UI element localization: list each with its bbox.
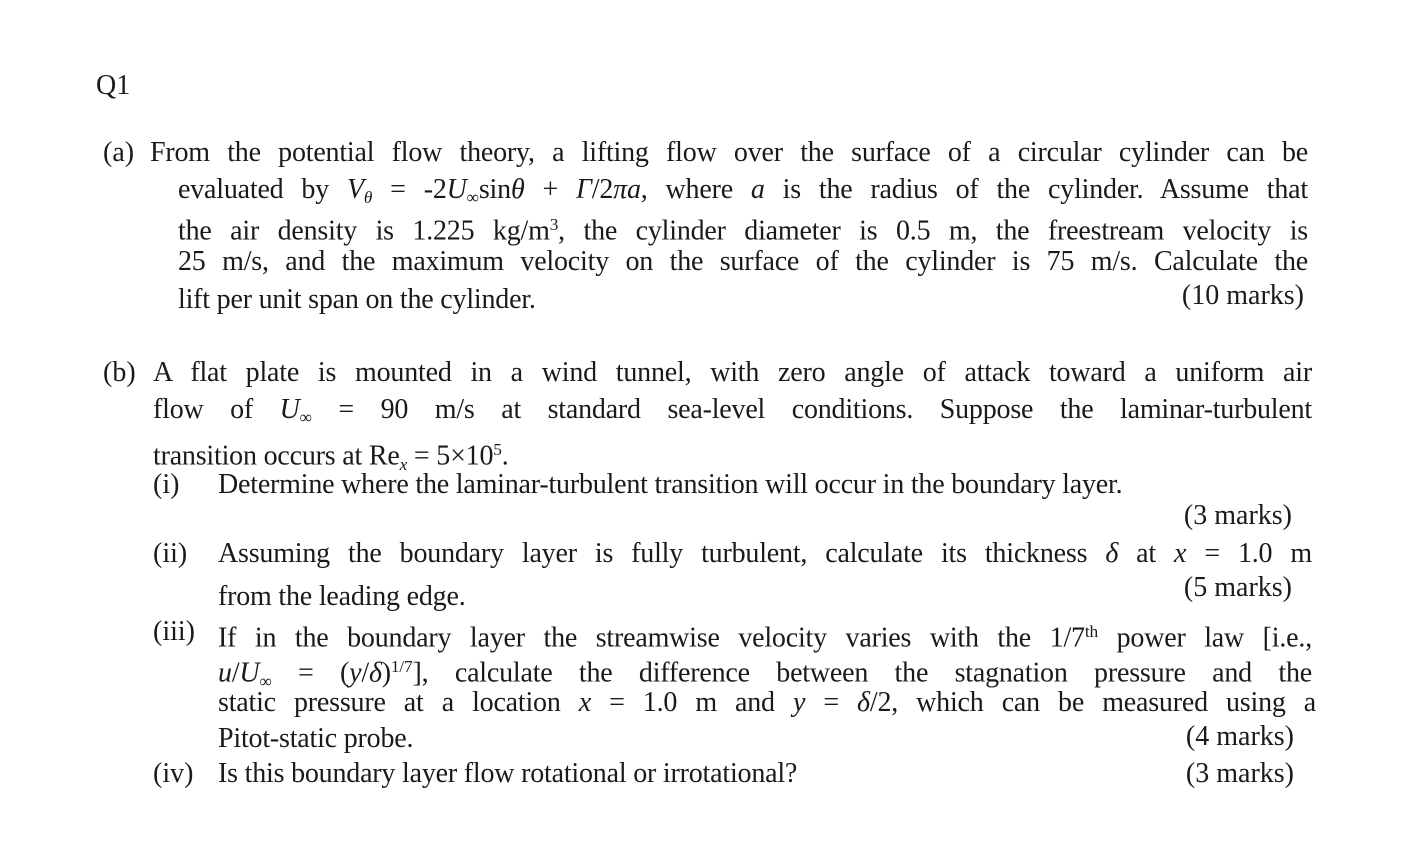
text-run: =: [805, 687, 858, 718]
text-run: U: [446, 174, 467, 205]
text-run: = 1.0 m and: [591, 687, 793, 718]
text-run: x: [578, 687, 592, 718]
part-b-line: [153, 392, 1312, 428]
text-run: δ: [1105, 538, 1119, 569]
subpart-ii-marks: (5 marks): [1183, 572, 1292, 603]
part-a-line: [178, 244, 1308, 280]
subpart-iv-label: (iv): [153, 758, 194, 789]
text-run: 5: [493, 440, 502, 459]
text-run: sin: [478, 174, 511, 205]
text-run: the air density is 1.225 kg/m: [178, 215, 550, 247]
text-run: ∞: [259, 671, 272, 691]
text-run: ∞: [299, 408, 312, 428]
question-number: Q1: [96, 70, 131, 101]
part-b-line: [153, 355, 1312, 391]
text-run: θ: [510, 174, 525, 205]
text-run: /2: [591, 174, 614, 205]
text-run: lift per unit span on the cylinder.: [178, 284, 536, 315]
text-run: /2, which can be measured using a: [869, 687, 1317, 718]
subpart-ii-line: [218, 536, 1312, 572]
text-run: at: [1118, 538, 1175, 569]
part-a-line: [178, 282, 536, 318]
text-run: From the potential flow theory, a lifting flow over the surface of a circular cylinder can be: [150, 137, 1308, 168]
text-run: Determine where the laminar-turbulent transition will occur in the boundary layer.: [218, 469, 1123, 500]
part-a-label: (a): [103, 137, 135, 168]
text-run: y: [792, 687, 806, 718]
subpart-iii-label: (iii): [153, 616, 195, 647]
subpart-iii-line: [218, 649, 1312, 691]
text-run: Γ: [576, 174, 592, 205]
subpart-iii-line: [218, 721, 413, 757]
part-a-marks: (10 marks): [1181, 280, 1304, 311]
part-a-line: [178, 172, 1308, 208]
text-run: U: [279, 394, 300, 425]
text-run: V: [346, 174, 364, 205]
text-run: is the radius of the cylinder. Assume that: [764, 174, 1308, 205]
text-run: = (: [271, 657, 350, 689]
text-run: θ: [363, 188, 373, 208]
subpart-ii-label: (ii): [153, 538, 188, 569]
text-run: δ: [857, 687, 870, 718]
subpart-ii-line: [218, 579, 466, 615]
text-run: ∞: [466, 188, 479, 208]
text-run: /: [361, 657, 369, 689]
text-run: evaluated by: [178, 174, 347, 205]
text-run: Assuming the boundary layer is fully turbulent, calculate its thickness: [218, 538, 1106, 569]
text-run: Pitot-static probe.: [218, 723, 414, 754]
text-run: .: [501, 440, 509, 472]
text-run: +: [524, 174, 576, 205]
text-run: 1/7: [390, 657, 413, 676]
text-run: ], calculate the difference between the stagnation pressure and the: [412, 657, 1312, 689]
text-run: = 90 m/s at standard sea-level conditions. Suppose the laminar-turbulent: [311, 394, 1312, 425]
text-run: x: [399, 454, 408, 474]
text-run: A flat plate is mounted in a wind tunnel, with zero angle of attack toward a uniform air: [153, 357, 1312, 388]
subpart-i-label: (i): [153, 469, 180, 500]
text-run: = -2: [372, 174, 447, 205]
text-run: U: [239, 657, 260, 689]
text-run: 3: [549, 215, 559, 234]
subpart-iv-marks: (3 marks): [1185, 758, 1294, 789]
text-run: δ: [368, 657, 382, 689]
subpart-iii-line: [218, 614, 1312, 654]
text-run: ): [381, 657, 391, 689]
part-b-label: (b): [103, 357, 136, 388]
subpart-i-line: [218, 467, 1122, 503]
text-run: a: [750, 174, 765, 205]
text-run: = 1.0 m: [1186, 538, 1312, 569]
subpart-iii-line: [218, 685, 1316, 721]
text-run: y: [349, 657, 362, 689]
part-a-line: [150, 135, 1308, 171]
text-run: u: [218, 657, 232, 689]
text-run: x: [1174, 538, 1187, 569]
text-run: power law [i.e.,: [1097, 622, 1312, 654]
part-b-line: [153, 432, 509, 474]
text-run: , where: [640, 174, 751, 205]
text-run: transition occurs at Re: [153, 440, 400, 472]
text-run: /: [231, 657, 240, 689]
subpart-i-marks: (3 marks): [1183, 500, 1292, 531]
text-run: static pressure at a location: [218, 687, 579, 718]
subpart-iv-line: [218, 756, 797, 792]
text-run: 25 m/s, and the maximum velocity on the surface of the cylinder is 75 m/s. Calculate the: [178, 246, 1308, 277]
text-run: th: [1084, 622, 1098, 641]
text-run: flow of: [153, 394, 280, 425]
text-run: , the cylinder diameter is 0.5 m, the freestream velocity is: [558, 215, 1308, 247]
text-run: πa: [613, 174, 641, 205]
text-run: Is this boundary layer flow rotational or irrotational?: [218, 758, 798, 789]
subpart-iii-marks: (4 marks): [1185, 721, 1294, 752]
text-run: If in the boundary layer the streamwise velocity varies with the 1/7: [218, 622, 1085, 654]
part-a-line: [178, 207, 1308, 247]
text-run: = 5×10: [407, 440, 494, 472]
text-run: from the leading edge.: [218, 581, 466, 612]
